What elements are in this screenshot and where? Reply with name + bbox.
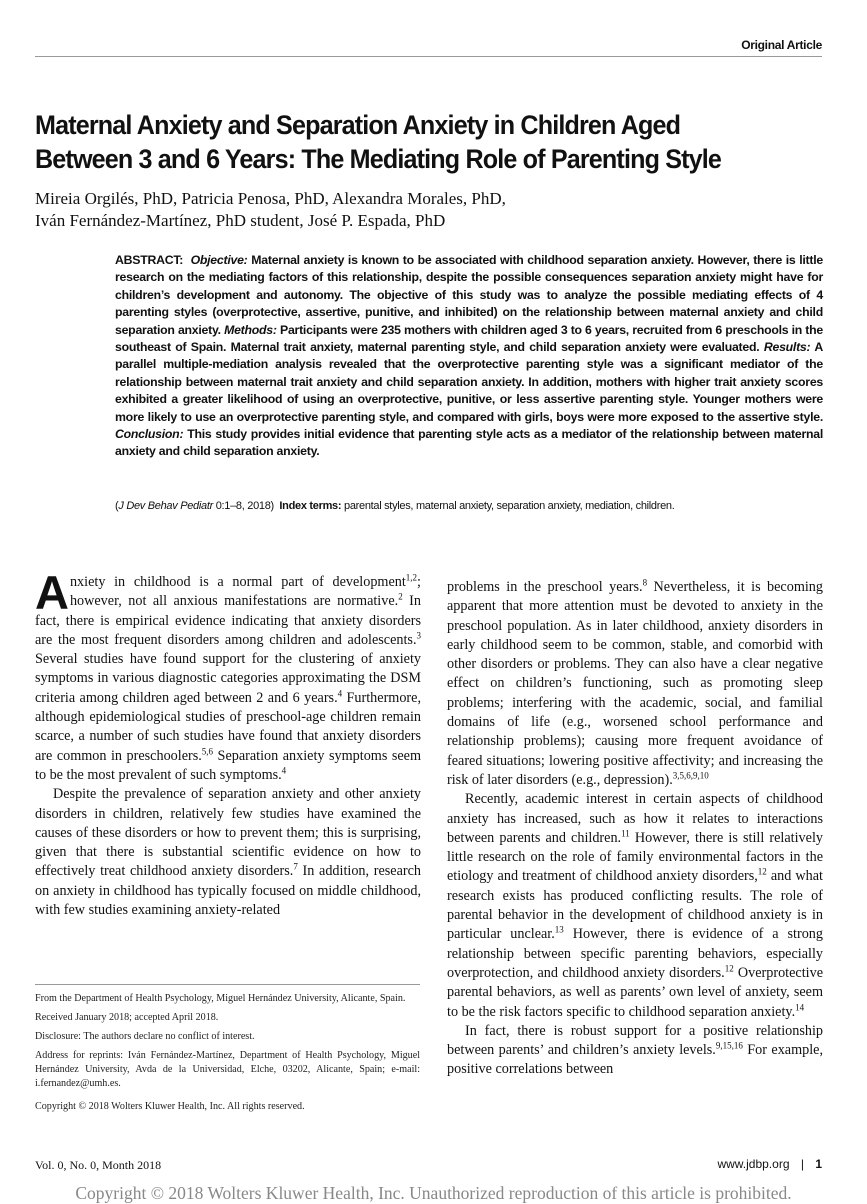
reference-superscript[interactable]: 3,5,6,9,10 bbox=[672, 770, 709, 781]
footnote-rule bbox=[35, 984, 420, 985]
footnote: Received January 2018; accepted April 2018. bbox=[35, 1012, 219, 1023]
reference-superscript[interactable]: 2 bbox=[398, 591, 403, 602]
text-run: Furthermore, although epidemiological studies of preschool-age children remain scarce, a number of such studies have found that anxiety disorders are common in preschoolers. bbox=[35, 689, 422, 764]
footnote: Address for reprints: Iván Fernández-Martínez, Department of Health Psychology, Miguel Hernández University, Avda de la Universidad, Elche, 03202, Alicante, Spain; e-mail: i.fernandez@umh.es. bbox=[35, 1050, 420, 1089]
text-run: However, there is still relatively little research on the role of family environmental factors in the etiology and treatment of childhood anxiety disorders, bbox=[447, 829, 823, 885]
methods-text: Participants were 235 mothers with children aged 3 to 6 years, recruited from 6 preschools in the southeast of Spain. Maternal trait anxiety, maternal parenting style, and child separation anxiety were evaluated. bbox=[115, 322, 823, 355]
reference-superscript[interactable]: 7 bbox=[293, 861, 298, 872]
author-line: Mireia Orgilés, PhD, Patricia Penosa, PhD, Alexandra Morales, PhD, bbox=[35, 189, 506, 208]
section-label: Original Article bbox=[741, 38, 822, 52]
reference-superscript[interactable]: 11 bbox=[621, 828, 630, 839]
text-run: Several studies have found support for the clustering of anxiety symptoms in various diagnostic categories approximating the DSM criteria among children aged between 2 and 6 years. bbox=[35, 651, 421, 706]
drop-cap: A bbox=[35, 566, 69, 619]
paragraph bbox=[35, 785, 421, 920]
methods-label: Methods: bbox=[224, 322, 277, 337]
author-line: Iván Fernández-Martínez, PhD student, José P. Espada, PhD bbox=[35, 211, 446, 230]
footnote: Disclosure: The authors declare no conflict of interest. bbox=[35, 1031, 255, 1042]
journal-name: J Dev Behav Pediatr bbox=[118, 500, 213, 512]
text-run: Nevertheless, it is becoming apparent that more attention must be devoted to anxiety in the preschool population. As in later childhood, anxiety disorders in early childhood seem to be common, stable, and comorbid with other disorders or problems. They can also have a clear negative effect on children’s functioning, such as promoting sleep problems; interfering with the academic, social, and familial domains of life (e.g., worsened school performance and relationship problems); causing more frequent avoidance of feared situations; lowering positive affectivity; and increasing the risk of later disorders (e.g., depression). bbox=[447, 579, 823, 788]
reference-superscript[interactable]: 14 bbox=[795, 1001, 805, 1012]
paragraph bbox=[447, 578, 823, 790]
reference-superscript[interactable]: 12 bbox=[757, 866, 767, 877]
objective-label: Objective: bbox=[190, 253, 248, 267]
text-run: and what research exists has produced conflicting results. The role of parental behavior in the development of childhood anxiety is in particular unclear. bbox=[447, 868, 823, 943]
issue-info: Vol. 0, No. 0, Month 2018 bbox=[35, 1158, 162, 1172]
reference-superscript[interactable]: 3 bbox=[416, 630, 421, 641]
author-list bbox=[35, 188, 735, 232]
text-run: Recently, academic interest in certain aspects of childhood anxiety has increased, such as how it relates to interactions between parents and children. bbox=[447, 791, 823, 846]
text-run: In fact, there is empirical evidence indicating that anxiety disorders are the most frequent disorders among children and adolescents. bbox=[35, 593, 421, 648]
text-run: ; however, not all anxious manifestations are normative. bbox=[69, 574, 421, 610]
paragraph bbox=[35, 566, 422, 785]
article-title: Maternal Anxiety and Separation Anxiety in Children Aged Between 3 and 6 Years: The Mediating Role of Parenting Style bbox=[35, 110, 722, 174]
results-label: Results: bbox=[763, 340, 811, 355]
index-terms-label: Index terms: bbox=[279, 500, 342, 512]
reference-superscript[interactable]: 4 bbox=[281, 765, 287, 776]
text-run: problems in the preschool years. bbox=[447, 579, 643, 595]
paragraph bbox=[447, 1022, 823, 1080]
left-column bbox=[35, 566, 422, 920]
website-link[interactable]: www.jdbp.org bbox=[717, 1157, 790, 1171]
reference-superscript[interactable]: 1,2 bbox=[405, 572, 418, 583]
copyright-watermark: Copyright © 2018 Wolters Kluwer Health, Inc. Unauthorized reproduction of this article is prohibited. bbox=[75, 1183, 792, 1203]
reference-superscript[interactable]: 9,15,16 bbox=[715, 1040, 743, 1051]
reference-superscript[interactable]: 5,6 bbox=[201, 745, 214, 756]
text-run: In fact, there is robust support for a positive relationship between parents’ and children’s anxiety levels. bbox=[447, 1022, 823, 1059]
right-column bbox=[447, 578, 823, 1080]
citation-line: (J Dev Behav Pediatr 0:1–8, 2018) Index terms: parental styles, maternal anxiety, separation anxiety, mediation, children. bbox=[115, 500, 675, 512]
paragraph bbox=[447, 790, 823, 1022]
reference-superscript[interactable]: 13 bbox=[554, 924, 564, 935]
abstract-label: ABSTRACT: bbox=[115, 253, 184, 267]
footnotes bbox=[35, 992, 420, 1119]
footnote: Copyright © 2018 Wolters Kluwer Health, Inc. All rights reserved. bbox=[35, 1101, 305, 1112]
page-number: 1 bbox=[815, 1157, 822, 1171]
results-text: A parallel multiple-mediation analysis revealed that the overprotective parenting style was a significant mediator of the relationship between maternal trait anxiety and child separation anxiety. In addition, mothers with higher trait anxiety scores exhibited a greater likelihood of using an overprotective, punitive, or less assertive parenting style. Younger mothers were more likely to use an overprotective parenting style, and compared with girls, boys were more exposed to the assertive style. bbox=[115, 340, 823, 424]
text-run: Overprotective parental behaviors, as well as parents’ own level of anxiety, seem to be the risk factors specific to childhood separation anxiety. bbox=[447, 964, 823, 1020]
conclusion-label: Conclusion: bbox=[115, 427, 184, 442]
reference-superscript[interactable]: 8 bbox=[642, 577, 648, 588]
abstract bbox=[115, 252, 823, 461]
text-run: For example, positive correlations between bbox=[447, 1042, 823, 1078]
separator: | bbox=[800, 1157, 804, 1171]
conclusion-text: This study provides initial evidence that parenting style acts as a mediator of the relationship between maternal anxiety and child separation anxiety. bbox=[115, 427, 823, 459]
text-run: However, there is evidence of a strong relationship between specific parenting behaviors, especially overprotection, and childhood anxiety disorders. bbox=[447, 926, 823, 981]
text-run: In addition, research on anxiety in childhood has typically focused on middle childhood, with few studies examining anxiety-related bbox=[35, 863, 421, 919]
text-run: Despite the prevalence of separation anxiety and other anxiety disorders in children, relatively few studies have examined the causes of these disorders or how to prevent them; this is surprising, given that there is substantial scientific evidence on how to effectively treat childhood anxiety disorders. bbox=[35, 786, 421, 880]
footer-right bbox=[717, 1157, 822, 1171]
text-run: nxiety in childhood is a normal part of development bbox=[69, 574, 406, 590]
reference-superscript[interactable]: 12 bbox=[724, 963, 734, 974]
text-run: Separation anxiety symptoms seem to be the most prevalent of such symptoms. bbox=[35, 747, 422, 783]
objective-text: Maternal anxiety is known to be associated with childhood separation anxiety. However, there is little research on the mediating factors of this relationship, despite the possible consequences separation anxiety might have for children’s development and autonomy. The objective of this study was to analyze the possible mediating effects of 4 parenting styles (overprotective, assertive, punitive, and inhibited) on the relationship between maternal anxiety and child separation anxiety. bbox=[115, 253, 824, 337]
footnote: From the Department of Health Psychology, Miguel Hernández University, Alicante, Spain. bbox=[35, 993, 406, 1004]
citation-details: 0:1–8, 2018) bbox=[215, 500, 274, 512]
reference-superscript[interactable]: 4 bbox=[337, 688, 343, 699]
index-terms: parental styles, maternal anxiety, separation anxiety, mediation, children. bbox=[344, 500, 675, 512]
header-rule bbox=[35, 56, 822, 57]
